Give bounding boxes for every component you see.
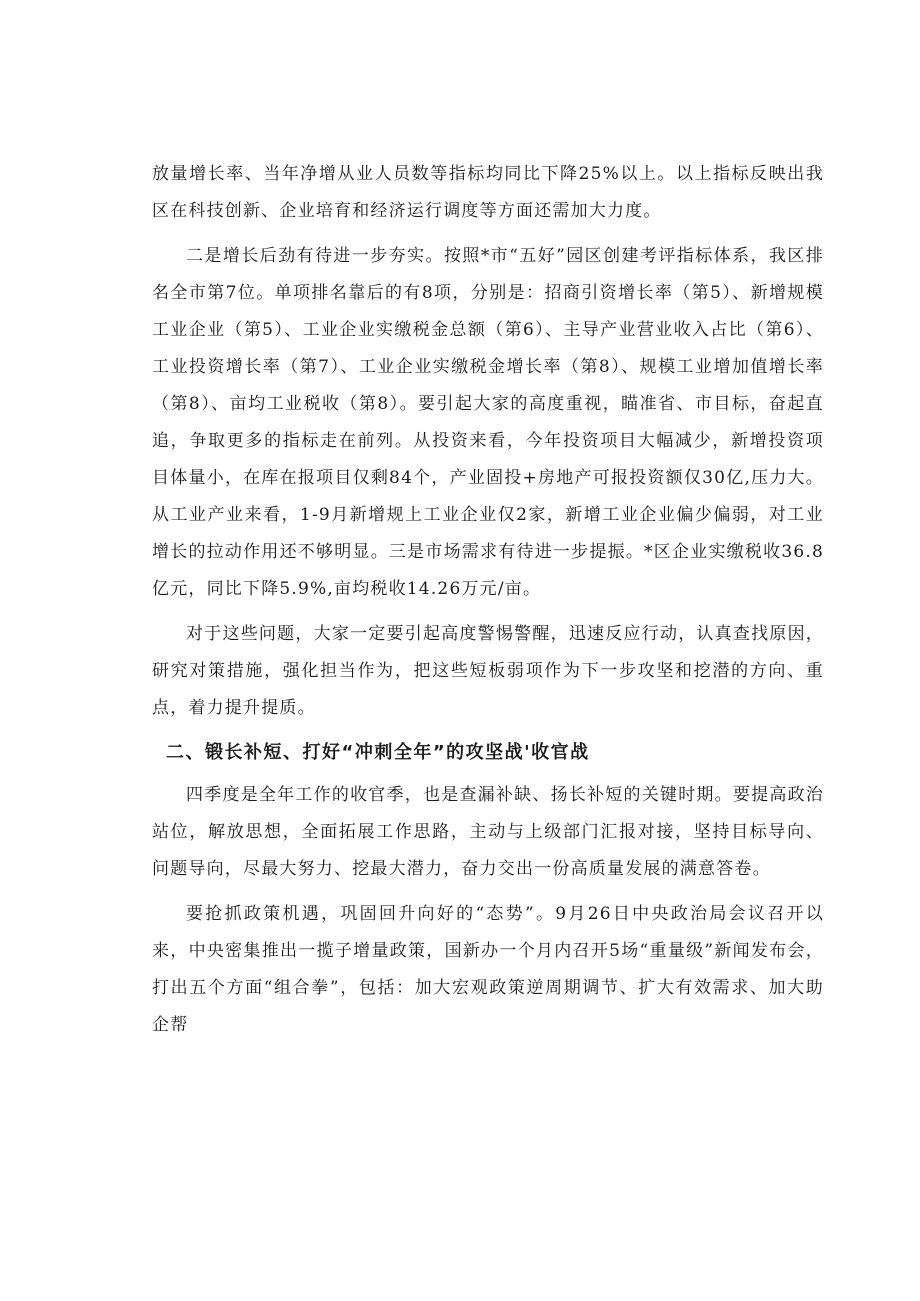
paragraph-problem-response: 对于这些问题，大家一定要引起高度警惕警醒，迅速反应行动，认真查找原因，研究对策措施，强化担当作为，把这些短板弱项作为下一步攻坚和挖潜的方向、重点，着力提升提质。 — [152, 624, 824, 718]
document-body — [152, 156, 824, 1044]
section-heading: 二、锻长补短、打好“冲刺全年”的攻坚战'收官战 — [166, 742, 590, 763]
paragraph-growth-momentum: 二是增长后劲有待进一步夯实。按照*市“五好”园区创建考评指标体系，我区排名全市第7位。单项排名靠后的有8项，分别是：招商引资增长率（第5）、新增规模工业企业（第5）、工业企业实缴税金总额（第6）、主导产业营业收入占比（第6）、工业投资增长率（第7）、工业企业实缴税金增长率（第8）、规模工业增加值增长率（第8）、亩均工业税收（第8）。要引起大家的高度重视，瞄准省、市目标，奋起直追，争取更多的指标走在前列。从投资来看，今年投资项目大幅减少，新增投资项目体量小，在库在报项目仅剩84个，产业固投+房地产可报投资额仅30亿,压力大。从工业产业来看，1-9月新增规上工业企业仅2家，新增工业企业偏少偏弱，对工业增长的拉动作用还不够明显。三是市场需求有待进一步提振。*区企业实缴税收36.8亿元，同比下降5.9%,亩均税收14.26万元/亩。 — [152, 246, 824, 599]
paragraph-fourth-quarter: 四季度是全年工作的收官季，也是查漏补缺、扬长补短的关键时期。要提高政治站位，解放思想，全面拓展工作思路，主动与上级部门汇报对接，坚持目标导向、问题导向，尽最大努力、挖最大潜力，奋力交出一份高质量发展的满意答卷。 — [152, 785, 824, 879]
paragraph-continued: 放量增长率、当年净增从业人员数等指标均同比下降25%以上。以上指标反映出我区在科技创新、企业培育和经济运行调度等方面还需加大力度。 — [152, 164, 824, 221]
paragraph-policy-opportunity: 要抢抓政策机遇，巩固回升向好的“态势”。9月26日中央政治局会议召开以来，中央密集推出一揽子增量政策，国新办一个月内召开5场“重量级”新闻发布会，打出五个方面“组合拳”，包括：加大宏观政策逆周期调节、扩大有效需求、加大助企帮 — [152, 904, 824, 1035]
